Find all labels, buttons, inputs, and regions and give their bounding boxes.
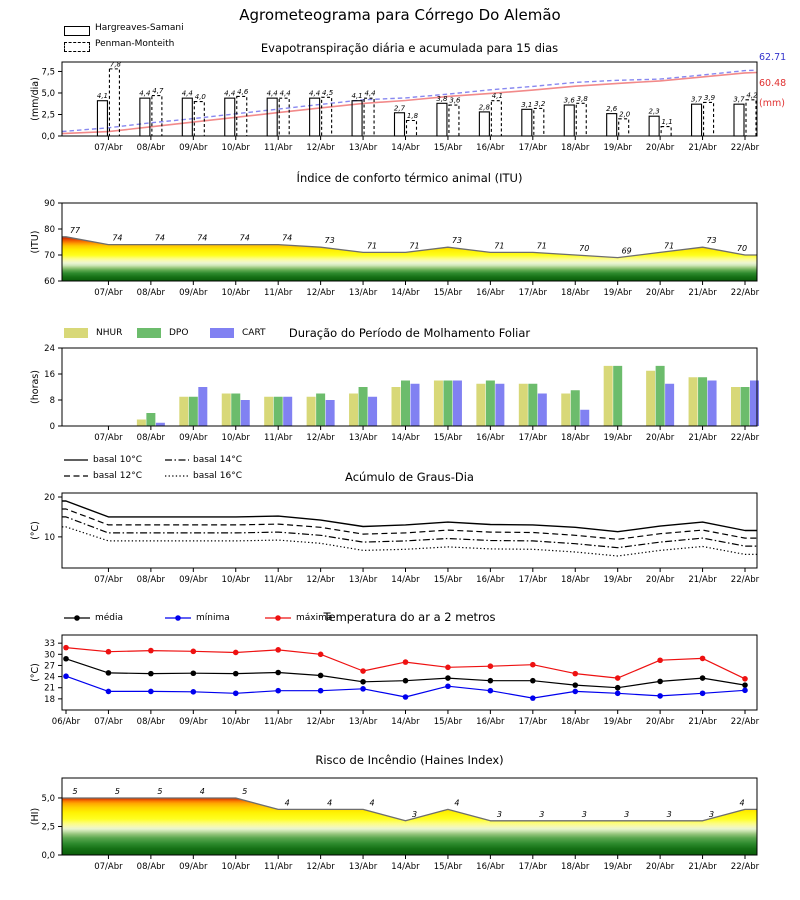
svg-text:17/Abr: 17/Abr bbox=[518, 288, 548, 298]
accumulated-penman-total: 62.71 bbox=[759, 52, 787, 63]
svg-text:10: 10 bbox=[44, 532, 55, 543]
svg-text:09/Abr: 09/Abr bbox=[179, 862, 208, 872]
svg-text:77: 77 bbox=[69, 225, 81, 235]
svg-text:22/Abr: 22/Abr bbox=[730, 143, 760, 153]
svg-text:20: 20 bbox=[44, 492, 55, 503]
svg-text:8: 8 bbox=[49, 396, 55, 406]
svg-text:15/Abr: 15/Abr bbox=[433, 717, 463, 727]
svg-text:11/Abr: 11/Abr bbox=[263, 433, 293, 443]
svg-text:15/Abr: 15/Abr bbox=[433, 433, 463, 443]
svg-text:20/Abr: 20/Abr bbox=[645, 143, 675, 153]
svg-text:11/Abr: 11/Abr bbox=[263, 862, 293, 872]
svg-text:73: 73 bbox=[706, 236, 717, 246]
svg-text:0,0: 0,0 bbox=[41, 851, 55, 861]
svg-text:15/Abr: 15/Abr bbox=[433, 143, 463, 153]
svg-text:09/Abr: 09/Abr bbox=[179, 717, 208, 727]
svg-text:1,1: 1,1 bbox=[661, 118, 673, 127]
svg-text:14/Abr: 14/Abr bbox=[391, 433, 420, 443]
svg-text:2,0: 2,0 bbox=[619, 110, 631, 119]
svg-text:21/Abr: 21/Abr bbox=[688, 717, 717, 727]
svg-text:4: 4 bbox=[199, 786, 205, 796]
svg-text:0,0: 0,0 bbox=[41, 132, 55, 142]
svg-text:5: 5 bbox=[114, 786, 120, 796]
svg-text:74: 74 bbox=[197, 233, 208, 243]
svg-text:08/Abr: 08/Abr bbox=[136, 143, 166, 153]
svg-text:13/Abr: 13/Abr bbox=[348, 862, 378, 872]
svg-text:4,7: 4,7 bbox=[152, 87, 164, 96]
svg-text:10/Abr: 10/Abr bbox=[221, 862, 250, 872]
svg-text:69: 69 bbox=[621, 246, 632, 256]
svg-text:(HI): (HI) bbox=[30, 807, 41, 826]
svg-text:07/Abr: 07/Abr bbox=[94, 288, 123, 298]
svg-text:07/Abr: 07/Abr bbox=[94, 717, 123, 727]
page-title: Agrometeograma para Córrego Do Alemão bbox=[239, 6, 561, 24]
svg-text:3,1: 3,1 bbox=[521, 100, 533, 109]
svg-text:08/Abr: 08/Abr bbox=[136, 433, 166, 443]
svg-text:4,5: 4,5 bbox=[322, 88, 334, 97]
svg-text:74: 74 bbox=[282, 233, 293, 243]
svg-text:71: 71 bbox=[409, 241, 420, 251]
svg-text:4,6: 4,6 bbox=[237, 87, 249, 96]
svg-text:7,5: 7,5 bbox=[41, 67, 55, 78]
svg-text:(horas): (horas) bbox=[30, 370, 41, 404]
svg-text:70: 70 bbox=[579, 244, 590, 253]
basal16-legend-label: basal 16°C bbox=[193, 471, 243, 481]
svg-text:12/Abr: 12/Abr bbox=[306, 288, 335, 298]
svg-text:09/Abr: 09/Abr bbox=[179, 288, 208, 298]
svg-text:18: 18 bbox=[44, 694, 55, 705]
svg-text:5,0: 5,0 bbox=[41, 88, 55, 99]
svg-text:70: 70 bbox=[736, 244, 748, 253]
svg-text:(°C): (°C) bbox=[30, 521, 41, 540]
svg-text:14/Abr: 14/Abr bbox=[391, 717, 420, 727]
svg-text:3: 3 bbox=[496, 809, 502, 819]
svg-text:4,4: 4,4 bbox=[181, 89, 193, 98]
svg-text:2,6: 2,6 bbox=[606, 105, 618, 114]
svg-text:2,3: 2,3 bbox=[648, 107, 660, 116]
svg-text:20/Abr: 20/Abr bbox=[645, 288, 675, 298]
svg-text:0: 0 bbox=[49, 422, 55, 432]
svg-text:22/Abr: 22/Abr bbox=[730, 433, 760, 443]
svg-text:13/Abr: 13/Abr bbox=[348, 288, 378, 298]
svg-text:5: 5 bbox=[242, 786, 248, 796]
svg-text:08/Abr: 08/Abr bbox=[136, 862, 166, 872]
svg-text:12/Abr: 12/Abr bbox=[306, 143, 335, 153]
svg-text:13/Abr: 13/Abr bbox=[348, 717, 378, 727]
svg-text:19/Abr: 19/Abr bbox=[603, 433, 632, 443]
svg-text:4,4: 4,4 bbox=[139, 89, 151, 98]
svg-text:17/Abr: 17/Abr bbox=[518, 862, 548, 872]
svg-text:73: 73 bbox=[324, 236, 335, 246]
svg-text:4: 4 bbox=[327, 798, 333, 808]
thermal-comfort-title: Índice de conforto térmico animal (ITU) bbox=[296, 171, 523, 185]
svg-text:11/Abr: 11/Abr bbox=[263, 717, 293, 727]
svg-text:3: 3 bbox=[411, 809, 418, 819]
svg-text:4: 4 bbox=[454, 798, 460, 808]
svg-text:11/Abr: 11/Abr bbox=[263, 575, 293, 585]
svg-text:4,4: 4,4 bbox=[266, 89, 278, 98]
svg-text:10/Abr: 10/Abr bbox=[221, 143, 250, 153]
svg-text:16/Abr: 16/Abr bbox=[476, 717, 505, 727]
svg-text:14/Abr: 14/Abr bbox=[391, 575, 420, 585]
thermal_comfort-plot bbox=[30, 199, 760, 298]
svg-text:4,2: 4,2 bbox=[746, 91, 758, 100]
svg-text:19/Abr: 19/Abr bbox=[603, 717, 632, 727]
evapotranspiration-title: Evapotranspiração diária e acumulada para 15 dias bbox=[260, 41, 559, 55]
svg-text:18/Abr: 18/Abr bbox=[561, 862, 590, 872]
svg-text:7,8: 7,8 bbox=[109, 60, 122, 69]
svg-text:4,1: 4,1 bbox=[351, 92, 363, 101]
svg-text:18/Abr: 18/Abr bbox=[561, 575, 590, 585]
svg-text:2,7: 2,7 bbox=[393, 104, 406, 113]
svg-text:14/Abr: 14/Abr bbox=[391, 862, 420, 872]
svg-text:3,7: 3,7 bbox=[733, 95, 745, 104]
svg-text:19/Abr: 19/Abr bbox=[603, 288, 632, 298]
svg-text:(mm/dia): (mm/dia) bbox=[30, 77, 41, 121]
svg-text:4,4: 4,4 bbox=[224, 89, 236, 98]
degree-days-title: Acúmulo de Graus-Dia bbox=[345, 470, 474, 484]
svg-text:74: 74 bbox=[239, 233, 250, 243]
svg-text:19/Abr: 19/Abr bbox=[603, 862, 632, 872]
svg-text:3: 3 bbox=[624, 809, 630, 819]
svg-text:27: 27 bbox=[44, 661, 55, 672]
hargreaves-legend-label: Hargreaves-Samani bbox=[95, 23, 184, 33]
hargreaves-legend-swatch bbox=[64, 26, 90, 36]
svg-text:07/Abr: 07/Abr bbox=[94, 575, 123, 585]
svg-text:4,1: 4,1 bbox=[491, 92, 503, 101]
svg-text:10/Abr: 10/Abr bbox=[221, 433, 250, 443]
nhur-legend-label: NHUR bbox=[96, 328, 123, 338]
svg-text:08/Abr: 08/Abr bbox=[136, 288, 166, 298]
svg-text:14/Abr: 14/Abr bbox=[391, 288, 420, 298]
svg-text:4,0: 4,0 bbox=[194, 93, 206, 102]
svg-text:33: 33 bbox=[44, 639, 55, 650]
svg-text:60: 60 bbox=[44, 277, 55, 287]
svg-text:13/Abr: 13/Abr bbox=[348, 575, 378, 585]
svg-text:09/Abr: 09/Abr bbox=[179, 575, 208, 585]
svg-text:15/Abr: 15/Abr bbox=[433, 575, 463, 585]
svg-text:10/Abr: 10/Abr bbox=[221, 575, 250, 585]
svg-text:12/Abr: 12/Abr bbox=[306, 575, 335, 585]
svg-text:74: 74 bbox=[154, 233, 165, 243]
svg-text:07/Abr: 07/Abr bbox=[94, 143, 123, 153]
svg-text:18/Abr: 18/Abr bbox=[561, 717, 590, 727]
svg-text:3,2: 3,2 bbox=[534, 99, 546, 108]
svg-text:4,4: 4,4 bbox=[279, 89, 291, 98]
svg-text:16/Abr: 16/Abr bbox=[476, 575, 505, 585]
svg-text:10/Abr: 10/Abr bbox=[221, 717, 250, 727]
media-legend-label: média bbox=[95, 613, 124, 623]
svg-text:20/Abr: 20/Abr bbox=[645, 433, 675, 443]
svg-text:17/Abr: 17/Abr bbox=[518, 717, 548, 727]
svg-text:16/Abr: 16/Abr bbox=[476, 143, 505, 153]
svg-text:08/Abr: 08/Abr bbox=[136, 575, 166, 585]
svg-text:15/Abr: 15/Abr bbox=[433, 862, 463, 872]
svg-text:21/Abr: 21/Abr bbox=[688, 862, 717, 872]
svg-text:21/Abr: 21/Abr bbox=[688, 288, 717, 298]
svg-text:2,8: 2,8 bbox=[478, 103, 490, 112]
svg-text:12/Abr: 12/Abr bbox=[306, 717, 335, 727]
svg-text:20/Abr: 20/Abr bbox=[645, 862, 675, 872]
svg-text:3: 3 bbox=[666, 809, 672, 819]
svg-text:3,8: 3,8 bbox=[436, 94, 448, 103]
svg-text:5,0: 5,0 bbox=[41, 793, 55, 804]
svg-text:17/Abr: 17/Abr bbox=[518, 433, 548, 443]
svg-text:4: 4 bbox=[284, 798, 290, 808]
svg-text:24: 24 bbox=[44, 672, 55, 683]
svg-text:71: 71 bbox=[536, 241, 547, 251]
svg-text:80: 80 bbox=[44, 225, 55, 235]
fire_risk-plot bbox=[30, 778, 760, 872]
svg-text:4,4: 4,4 bbox=[364, 89, 376, 98]
svg-text:22/Abr: 22/Abr bbox=[730, 575, 760, 585]
svg-text:5: 5 bbox=[72, 786, 78, 796]
svg-text:4,4: 4,4 bbox=[309, 89, 321, 98]
svg-text:22/Abr: 22/Abr bbox=[730, 717, 760, 727]
svg-text:11/Abr: 11/Abr bbox=[263, 143, 293, 153]
svg-text:08/Abr: 08/Abr bbox=[136, 717, 166, 727]
penman-legend-label: Penman-Monteith bbox=[95, 39, 175, 49]
svg-text:90: 90 bbox=[44, 199, 55, 209]
maxima-legend-label: máxima bbox=[296, 613, 333, 623]
svg-text:3,7: 3,7 bbox=[690, 95, 703, 104]
svg-text:09/Abr: 09/Abr bbox=[179, 433, 208, 443]
svg-text:07/Abr: 07/Abr bbox=[94, 862, 123, 872]
basal12-legend-label: basal 12°C bbox=[93, 471, 143, 481]
svg-text:24: 24 bbox=[44, 344, 55, 354]
svg-text:07/Abr: 07/Abr bbox=[94, 433, 123, 443]
svg-text:19/Abr: 19/Abr bbox=[603, 575, 632, 585]
svg-text:12/Abr: 12/Abr bbox=[306, 862, 335, 872]
svg-text:15/Abr: 15/Abr bbox=[433, 288, 463, 298]
svg-text:18/Abr: 18/Abr bbox=[561, 143, 590, 153]
svg-text:71: 71 bbox=[494, 241, 505, 251]
svg-text:16/Abr: 16/Abr bbox=[476, 433, 505, 443]
svg-text:21: 21 bbox=[44, 683, 55, 694]
cart-legend-label: CART bbox=[242, 328, 266, 338]
svg-text:21/Abr: 21/Abr bbox=[688, 143, 717, 153]
temperature-plot bbox=[30, 615, 760, 727]
evapotranspiration-plot bbox=[30, 60, 760, 153]
svg-text:18/Abr: 18/Abr bbox=[561, 433, 590, 443]
leaf-wetness-plot bbox=[30, 344, 760, 443]
svg-text:21/Abr: 21/Abr bbox=[688, 433, 717, 443]
leaf-wetness-title: Duração do Período de Molhamento Foliar bbox=[288, 326, 531, 340]
svg-text:10/Abr: 10/Abr bbox=[221, 288, 250, 298]
svg-text:4,1: 4,1 bbox=[96, 92, 109, 101]
svg-text:14/Abr: 14/Abr bbox=[391, 143, 420, 153]
svg-text:09/Abr: 09/Abr bbox=[179, 143, 208, 153]
svg-text:3: 3 bbox=[539, 809, 545, 819]
svg-text:16/Abr: 16/Abr bbox=[476, 288, 505, 298]
svg-text:4: 4 bbox=[369, 798, 375, 808]
svg-text:74: 74 bbox=[112, 233, 123, 243]
svg-text:22/Abr: 22/Abr bbox=[730, 288, 760, 298]
svg-text:2,5: 2,5 bbox=[41, 110, 55, 121]
svg-text:3,6: 3,6 bbox=[563, 96, 575, 105]
svg-text:17/Abr: 17/Abr bbox=[518, 575, 548, 585]
svg-text:16/Abr: 16/Abr bbox=[476, 862, 505, 872]
svg-text:12/Abr: 12/Abr bbox=[306, 433, 335, 443]
svg-text:5: 5 bbox=[157, 786, 163, 796]
svg-text:13/Abr: 13/Abr bbox=[348, 433, 378, 443]
svg-text:(°C): (°C) bbox=[30, 663, 41, 682]
svg-text:4: 4 bbox=[739, 798, 745, 808]
svg-text:30: 30 bbox=[44, 650, 55, 661]
svg-text:3,8: 3,8 bbox=[576, 94, 588, 103]
svg-text:3,9: 3,9 bbox=[703, 93, 716, 102]
basal10-legend-label: basal 10°C bbox=[93, 455, 143, 465]
svg-text:1,8: 1,8 bbox=[406, 112, 419, 121]
svg-text:3: 3 bbox=[581, 809, 587, 819]
svg-text:73: 73 bbox=[451, 236, 463, 246]
svg-text:21/Abr: 21/Abr bbox=[688, 575, 717, 585]
minima-legend-label: mínima bbox=[196, 613, 230, 623]
svg-text:18/Abr: 18/Abr bbox=[561, 288, 590, 298]
svg-text:22/Abr: 22/Abr bbox=[730, 862, 760, 872]
fire-risk-title: Risco de Incêndio (Haines Index) bbox=[315, 753, 504, 767]
svg-text:17/Abr: 17/Abr bbox=[518, 143, 548, 153]
svg-text:11/Abr: 11/Abr bbox=[263, 288, 293, 298]
dpo-legend-label: DPO bbox=[169, 328, 189, 338]
basal14-legend-label: basal 14°C bbox=[193, 455, 243, 465]
right-axis-unit-label: (mm) bbox=[759, 98, 785, 109]
svg-text:13/Abr: 13/Abr bbox=[348, 143, 378, 153]
svg-text:20/Abr: 20/Abr bbox=[645, 717, 675, 727]
temperature-title: Temperatura do ar a 2 metros bbox=[323, 610, 496, 624]
svg-text:71: 71 bbox=[366, 241, 378, 251]
svg-text:19/Abr: 19/Abr bbox=[603, 143, 632, 153]
svg-text:3,6: 3,6 bbox=[449, 96, 461, 105]
svg-text:20/Abr: 20/Abr bbox=[645, 575, 675, 585]
svg-text:3: 3 bbox=[709, 809, 715, 819]
svg-text:(ITU): (ITU) bbox=[30, 230, 41, 254]
svg-text:2,5: 2,5 bbox=[41, 822, 55, 833]
svg-text:70: 70 bbox=[44, 251, 55, 261]
svg-text:06/Abr: 06/Abr bbox=[51, 717, 81, 727]
svg-text:71: 71 bbox=[664, 241, 675, 251]
svg-text:16: 16 bbox=[44, 370, 55, 380]
accumulated-hargreaves-total: 60.48 bbox=[759, 78, 787, 89]
